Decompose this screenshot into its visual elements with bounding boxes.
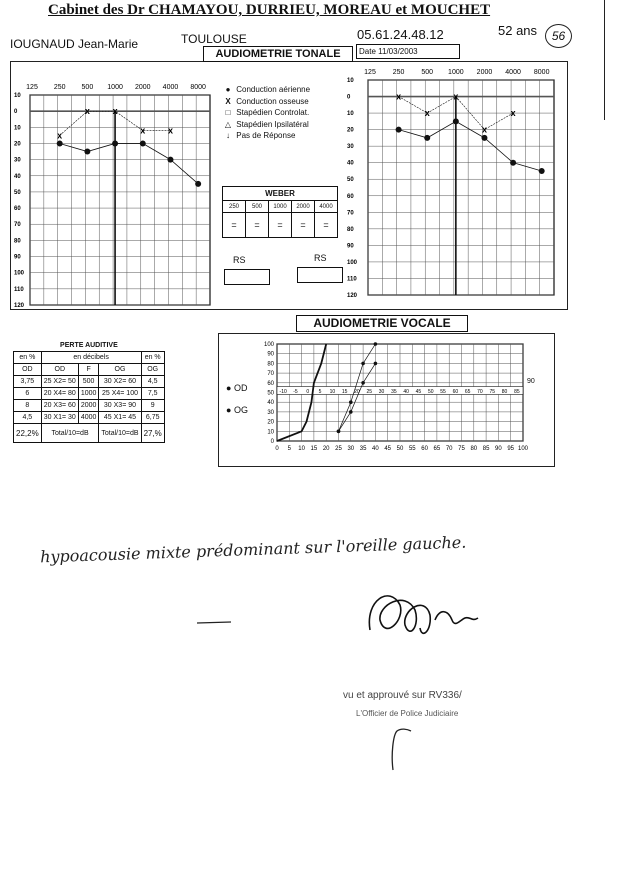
perte-table bbox=[13, 340, 165, 443]
air-conduction-point bbox=[57, 140, 63, 146]
air-conduction-point bbox=[195, 181, 201, 187]
weber-freq: 500 bbox=[246, 201, 269, 213]
db-tick-label: 90 bbox=[347, 243, 354, 250]
perte-title: PERTE AUDITIVE bbox=[14, 340, 165, 352]
triangle-icon: △ bbox=[224, 119, 232, 129]
margin-line bbox=[604, 0, 605, 120]
patient-age: 52 ans bbox=[498, 23, 538, 38]
signature bbox=[360, 580, 490, 650]
stamp-stroke bbox=[385, 725, 415, 775]
vocale-series-line bbox=[339, 363, 376, 431]
db-tick-label: 100 bbox=[14, 270, 25, 277]
og-legend: ● OG bbox=[226, 405, 248, 415]
bone-conduction-point: x bbox=[112, 106, 118, 117]
tonal-title: AUDIOMETRIE TONALE bbox=[203, 46, 353, 62]
vocale-chart bbox=[250, 336, 550, 456]
table-row: 3,75 25 X2= 50 500 30 X2= 60 4,5 bbox=[14, 376, 165, 388]
db-tick-label: 40 bbox=[14, 173, 21, 180]
perte-pct-left: 22,2% bbox=[14, 424, 42, 443]
x-tick-label: 80 bbox=[470, 446, 478, 452]
vocale-upper-scale-end: 90 bbox=[527, 378, 535, 385]
bone-conduction-point: x bbox=[510, 108, 516, 119]
audiogram-left-ear bbox=[342, 60, 567, 305]
perte-col-header: OG bbox=[141, 364, 164, 376]
air-conduction-point bbox=[112, 140, 118, 146]
db-tick-label: 110 bbox=[14, 286, 24, 293]
bone-conduction-point: x bbox=[396, 91, 402, 102]
divider-stroke bbox=[195, 620, 235, 626]
freq-tick-label: 500 bbox=[81, 84, 94, 91]
arrow-down-icon: ↓ bbox=[226, 131, 230, 140]
table-row: 4,5 30 X1= 30 4000 45 X1= 45 6,75 bbox=[14, 412, 165, 424]
weber-freq: 2000 bbox=[292, 201, 315, 213]
upper-scale-label: -10 bbox=[279, 389, 287, 395]
vocale-series-point bbox=[374, 362, 378, 366]
vocale-series-point bbox=[374, 342, 378, 346]
phone-number: 05.61.24.48.12 bbox=[357, 27, 444, 42]
x-tick-label: 75 bbox=[458, 446, 465, 452]
x-tick-label: 95 bbox=[507, 446, 515, 452]
upper-scale-label: 25 bbox=[366, 389, 373, 395]
perte-total-right: Total/10=dB bbox=[99, 424, 141, 443]
x-tick-label: 45 bbox=[384, 446, 392, 452]
rs-left-box bbox=[224, 269, 270, 285]
legend-item: □ Stapédien Controlat. bbox=[222, 107, 310, 119]
perte-col-header: OD bbox=[14, 364, 42, 376]
perte-col-header: OG bbox=[99, 364, 141, 376]
air-conduction-line bbox=[60, 143, 198, 183]
freq-tick-label: 1000 bbox=[448, 69, 464, 76]
db-tick-label: 50 bbox=[14, 189, 21, 196]
y-tick-label: 30 bbox=[267, 409, 274, 416]
x-tick-label: 65 bbox=[433, 446, 441, 452]
perte-col-header: F bbox=[78, 364, 99, 376]
y-tick-label: 100 bbox=[263, 342, 274, 348]
weber-title: WEBER bbox=[223, 187, 338, 201]
x-tick-label: 90 bbox=[495, 446, 502, 452]
freq-tick-label: 4000 bbox=[162, 84, 179, 91]
freq-tick-label: 2000 bbox=[476, 69, 493, 76]
y-tick-label: 60 bbox=[267, 380, 274, 387]
upper-scale-label: 35 bbox=[391, 389, 397, 395]
od-dot-icon: ● bbox=[226, 383, 232, 393]
db-tick-label: 10 bbox=[14, 125, 21, 132]
x-tick-label: 30 bbox=[347, 446, 355, 452]
freq-tick-label: 2000 bbox=[134, 84, 151, 91]
upper-scale-label: 55 bbox=[440, 389, 446, 395]
perte-pct-right: 27,% bbox=[141, 424, 164, 443]
x-tick-label: 25 bbox=[335, 446, 342, 452]
bone-conduction-point: x bbox=[481, 124, 487, 135]
y-tick-label: 50 bbox=[267, 390, 274, 397]
x-tick-label: 100 bbox=[517, 446, 529, 452]
legend-item: X Conduction osseuse bbox=[222, 96, 310, 108]
cabinet-title: Cabinet des Dr CHAMAYOU, DURRIEU, MOREAU et MOUCHET bbox=[48, 2, 491, 18]
rs-left-label: RS bbox=[233, 255, 246, 265]
x-tick-label: 55 bbox=[408, 446, 416, 452]
y-tick-label: 40 bbox=[267, 400, 274, 407]
square-icon: □ bbox=[225, 108, 231, 117]
x-tick-label: 85 bbox=[482, 446, 490, 452]
db-tick-label: 80 bbox=[347, 226, 354, 233]
bone-conduction-point: x bbox=[57, 130, 63, 141]
upper-scale-label: 60 bbox=[452, 389, 459, 395]
x-tick-label: 60 bbox=[421, 446, 428, 452]
date-label: Date bbox=[359, 47, 376, 56]
upper-scale-label: 85 bbox=[514, 389, 520, 395]
x-tick-label: 0 bbox=[275, 446, 279, 452]
x-tick-label: 15 bbox=[310, 446, 318, 452]
db-tick-label: 110 bbox=[347, 276, 357, 283]
freq-tick-label: 125 bbox=[26, 84, 38, 91]
upper-scale-label: 80 bbox=[501, 389, 508, 395]
perte-left-header: en % bbox=[14, 352, 42, 364]
db-tick-label: 120 bbox=[14, 303, 25, 309]
freq-tick-label: 250 bbox=[392, 69, 405, 76]
db-tick-label: 60 bbox=[14, 206, 21, 213]
air-conduction-point bbox=[510, 160, 516, 166]
db-tick-label: 20 bbox=[347, 127, 354, 134]
bone-conduction-point: x bbox=[167, 125, 173, 136]
db-tick-label: 70 bbox=[14, 222, 21, 229]
y-tick-label: 0 bbox=[270, 439, 274, 445]
upper-scale-label: 40 bbox=[403, 389, 409, 395]
audiogram-right-ear bbox=[0, 70, 220, 310]
y-tick-label: 80 bbox=[267, 361, 274, 368]
db-tick-label: 40 bbox=[347, 160, 354, 167]
x-tick-label: 70 bbox=[445, 446, 453, 452]
weber-freq: 250 bbox=[223, 201, 246, 213]
audiogram-border bbox=[30, 95, 210, 305]
vocale-series-point bbox=[361, 362, 365, 366]
db-tick-label: 90 bbox=[14, 254, 21, 261]
air-conduction-point bbox=[424, 135, 430, 141]
upper-scale-label: 45 bbox=[415, 389, 422, 395]
x-tick-label: 35 bbox=[359, 446, 367, 452]
upper-scale-label: 75 bbox=[489, 389, 496, 395]
perte-col-header: OD bbox=[41, 364, 78, 376]
upper-scale-label: 15 bbox=[341, 389, 348, 395]
db-tick-label: 100 bbox=[347, 259, 358, 266]
upper-scale-label: 50 bbox=[427, 389, 434, 395]
freq-tick-label: 8000 bbox=[533, 69, 550, 76]
upper-scale-label: 0 bbox=[306, 389, 310, 395]
freq-tick-label: 250 bbox=[53, 84, 66, 91]
upper-scale-label: -5 bbox=[293, 389, 298, 395]
bone-conduction-point: x bbox=[84, 106, 90, 117]
legend-item: ↓ Pas de Réponse bbox=[222, 130, 310, 142]
weber-freq: 4000 bbox=[315, 201, 338, 213]
db-tick-label: 120 bbox=[347, 293, 358, 299]
date-value: 11/03/2003 bbox=[378, 47, 418, 56]
vocale-title: AUDIOMETRIE VOCALE bbox=[296, 315, 468, 332]
upper-scale-label: 70 bbox=[477, 389, 483, 395]
bone-conduction-point: x bbox=[453, 91, 459, 102]
air-conduction-point bbox=[167, 157, 173, 163]
y-tick-label: 10 bbox=[267, 429, 274, 436]
y-tick-label: 90 bbox=[267, 351, 274, 358]
db-tick-label: 0 bbox=[347, 94, 351, 101]
legend-item: ● Conduction aérienne bbox=[222, 84, 310, 96]
y-tick-label: 70 bbox=[267, 371, 274, 378]
weber-value: = bbox=[269, 213, 292, 238]
freq-tick-label: 125 bbox=[364, 69, 376, 76]
weber-table bbox=[222, 186, 338, 238]
freq-tick-label: 1000 bbox=[107, 84, 123, 91]
bone-conduction-point: x bbox=[140, 125, 146, 136]
stamp-approval: vu et approuvé sur RV336/ bbox=[343, 690, 462, 701]
vocale-series-point bbox=[349, 400, 353, 404]
weber-value: = bbox=[292, 213, 315, 238]
air-conduction-icon: ● bbox=[225, 85, 231, 94]
db-tick-label: 70 bbox=[347, 210, 354, 217]
vocale-series-point bbox=[349, 410, 353, 414]
stamp-officer: L'Officier de Police Judiciaire bbox=[356, 709, 459, 718]
air-conduction-point bbox=[140, 140, 146, 146]
page-number: 56 bbox=[545, 24, 572, 48]
x-tick-label: 5 bbox=[287, 446, 291, 452]
db-tick-label: 20 bbox=[14, 141, 21, 148]
air-conduction-point bbox=[539, 168, 545, 174]
x-tick-label: 50 bbox=[396, 446, 404, 452]
db-tick-label: 0 bbox=[14, 109, 18, 116]
x-tick-label: 10 bbox=[298, 446, 305, 452]
date-box bbox=[356, 44, 460, 59]
air-conduction-point bbox=[84, 149, 90, 155]
db-tick-label: 10 bbox=[347, 111, 354, 118]
db-tick-label: 30 bbox=[347, 144, 354, 151]
audiogram-border bbox=[368, 80, 554, 295]
od-legend: ● OD bbox=[226, 383, 248, 393]
perte-total-left: Total/10=dB bbox=[41, 424, 99, 443]
weber-value: = bbox=[315, 213, 338, 238]
tonal-legend bbox=[222, 84, 310, 142]
y-tick-label: 20 bbox=[267, 419, 274, 426]
upper-scale-label: 5 bbox=[318, 389, 322, 395]
bone-conduction-icon: X bbox=[225, 96, 231, 106]
og-dot-icon: ● bbox=[226, 405, 232, 415]
legend-item: △ Stapédien Ipsilatéral bbox=[222, 119, 310, 131]
air-conduction-point bbox=[453, 118, 459, 124]
x-tick-label: 40 bbox=[372, 446, 379, 452]
freq-tick-label: 4000 bbox=[505, 69, 521, 76]
bone-conduction-point: x bbox=[424, 108, 430, 119]
rs-right-label: RS bbox=[314, 253, 327, 263]
vocale-series-point bbox=[361, 381, 365, 385]
db-tick-label: 30 bbox=[14, 157, 21, 164]
freq-tick-label: 500 bbox=[421, 69, 434, 76]
upper-scale-label: 10 bbox=[329, 389, 336, 395]
air-conduction-point bbox=[396, 127, 402, 133]
upper-scale-label: 65 bbox=[464, 389, 471, 395]
db-tick-label: 10 bbox=[14, 93, 21, 99]
weber-value: = bbox=[246, 213, 269, 238]
handwritten-diagnosis: hypoacousie mixte prédominant sur l'oreille gauche. bbox=[39, 532, 467, 567]
x-tick-label: 20 bbox=[322, 446, 330, 452]
rs-right-box bbox=[297, 267, 343, 283]
db-tick-label: 60 bbox=[347, 193, 354, 200]
perte-subtitle: en décibels bbox=[41, 352, 141, 364]
patient-city: TOULOUSE bbox=[181, 32, 247, 46]
vocale-series-point bbox=[337, 430, 341, 434]
db-tick-label: 10 bbox=[347, 78, 354, 84]
table-row: 6 20 X4= 80 1000 25 X4= 100 7,5 bbox=[14, 388, 165, 400]
weber-freq: 1000 bbox=[269, 201, 292, 213]
upper-scale-label: 30 bbox=[378, 389, 385, 395]
freq-tick-label: 8000 bbox=[190, 84, 206, 91]
db-tick-label: 50 bbox=[347, 177, 354, 184]
db-tick-label: 80 bbox=[14, 238, 21, 245]
air-conduction-point bbox=[481, 135, 487, 141]
perte-right-header: en % bbox=[141, 352, 164, 364]
upper-scale-label: 20 bbox=[354, 389, 360, 395]
patient-name: IOUGNAUD Jean-Marie bbox=[10, 37, 139, 51]
table-row: 8 20 X3= 60 2000 30 X3= 90 9 bbox=[14, 400, 165, 412]
weber-value: = bbox=[223, 213, 246, 238]
